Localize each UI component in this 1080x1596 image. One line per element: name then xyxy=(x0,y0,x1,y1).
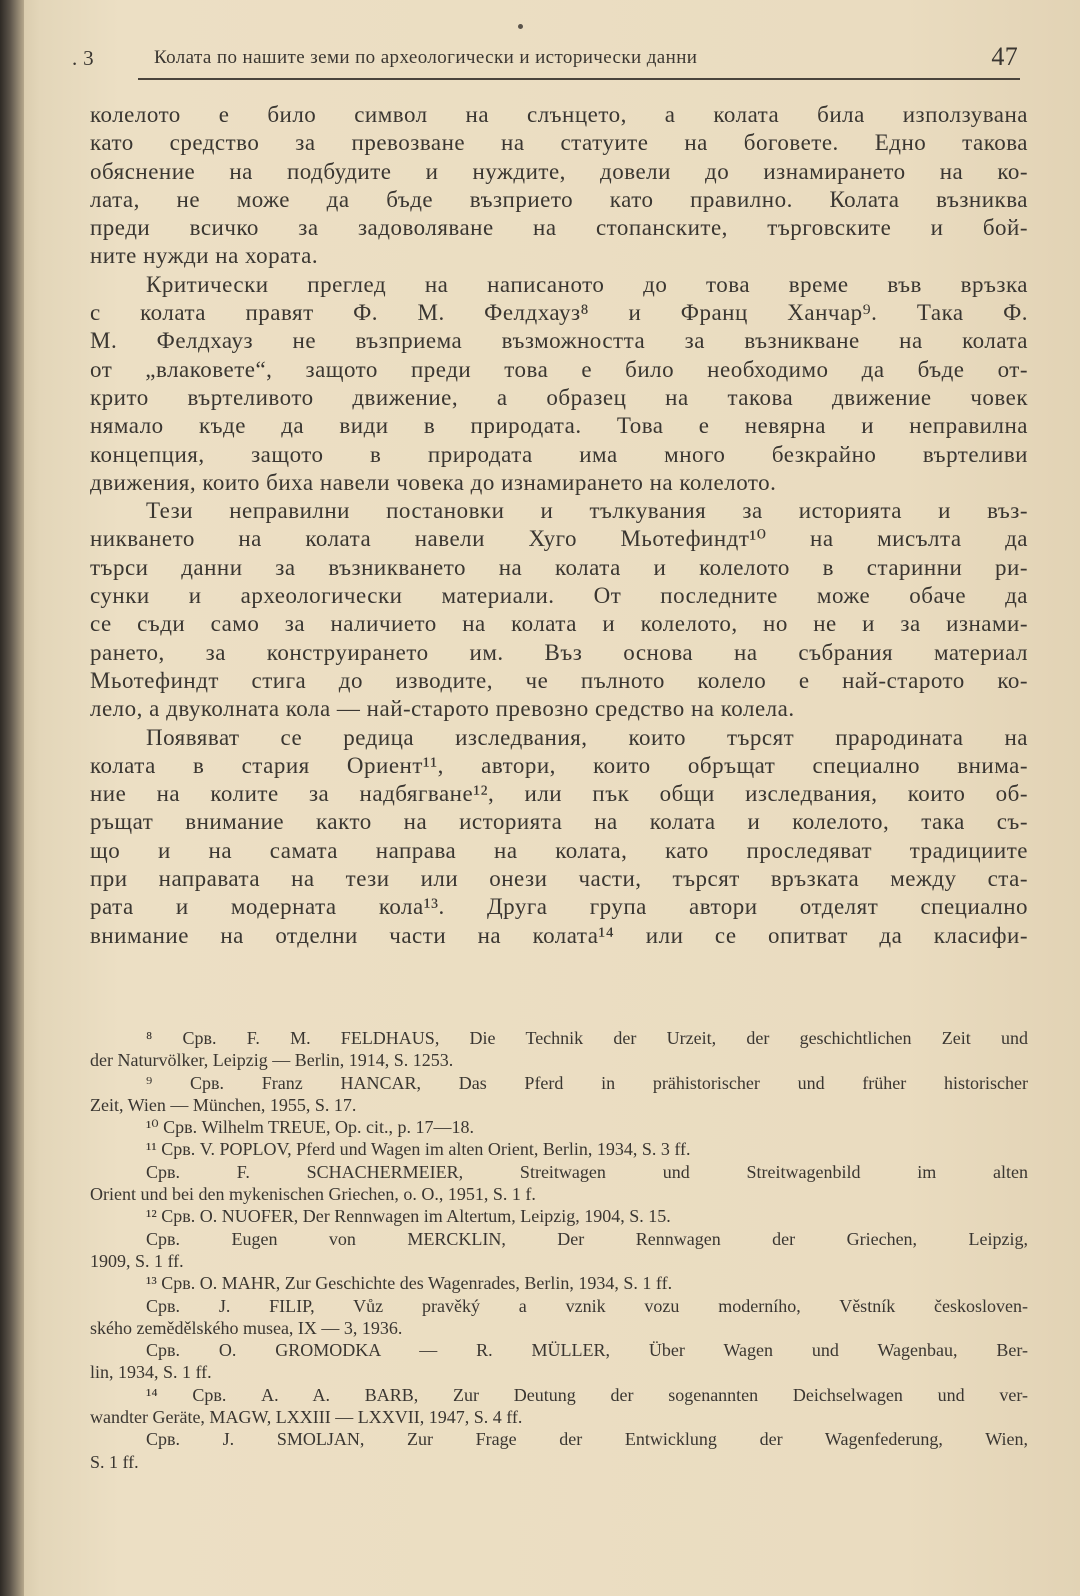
footnote-line: ¹⁰ Срв. Wilhelm TREUE, Op. cit., p. 17—18. xyxy=(146,1117,475,1138)
text-line: концепция, защото в природата има много безкрайно въртеливи xyxy=(90,441,1028,467)
text-line: рата и модерната кола¹³. Друга група автори отделят специално xyxy=(90,894,1028,920)
text-line: обяснение на подбудите и нуждите, довели до изнамирането на ко- xyxy=(90,158,1028,184)
text-line: що и на самата направа на колата, като проследяват традициите xyxy=(90,837,1028,863)
text-line: движения, които биха навели човека до изнамирането на колелото. xyxy=(90,469,777,495)
footnote-line: Срв. F. SCHACHERMEIER, Streitwagen und Streitwagenbild im alten xyxy=(146,1161,1028,1182)
text-line: Критически преглед на написаното до това време във връзка xyxy=(146,271,1028,297)
text-line: Тези неправилни постановки и тълкувания за историята и въз- xyxy=(146,498,1028,524)
footnote-line: ského zemědělského musea, IX — 3, 1936. xyxy=(90,1317,403,1338)
text-line: колата в стария Ориент¹¹, автори, които обръщат специално внима- xyxy=(90,752,1028,778)
footnotes xyxy=(90,1027,1028,1473)
text-line: преди всичко за задоволяване на стопанските, търговските и бой- xyxy=(90,215,1028,241)
footnote-line: ¹¹ Срв. V. POPLOV, Pferd und Wagen im alten Orient, Berlin, 1934, S. 3 ff. xyxy=(146,1139,691,1160)
text-line: лело, а двуколната кола — най-старото превозно средство на колела. xyxy=(90,696,795,722)
text-line: като средство за превозване на статуите на боговете. Едно такова xyxy=(90,130,1028,156)
text-line: ръщат внимание както на историята на колата и колелото, така съ- xyxy=(90,809,1028,835)
text-line: с колата правят Ф. М. Фелдхауз⁸ и Франц Ханчар⁹. Така Ф. xyxy=(90,300,1028,326)
text-line: лата, не може да бъде възприето като правилно. Колата възниква xyxy=(90,186,1028,212)
section-number: . 3 xyxy=(72,46,94,70)
text-line: от „влаковете“, защото преди това е било необходимо да бъде от- xyxy=(90,356,1028,382)
running-header xyxy=(60,40,1020,78)
footnote-line: S. 1 ff. xyxy=(90,1451,139,1472)
text-line: търси данни за възникването на колата и колелото в старинни ри- xyxy=(90,554,1028,580)
footnote-line: ⁹ Срв. Franz HANCAR, Das Pferd in prähistorischer und früher historischer xyxy=(146,1072,1028,1093)
page-binding-shadow xyxy=(0,0,24,1596)
text-line: внимание на отделни части на колата¹⁴ или се опитват да класифи- xyxy=(90,922,1028,948)
footnote-line: Orient und bei den mykenischen Griechen, o. O., 1951, S. 1 f. xyxy=(90,1184,536,1205)
header-rule xyxy=(138,78,1020,80)
text-line: колелото е било символ на слънцето, а колата била използувана xyxy=(90,102,1028,127)
footnote-line: wandter Geräte, MAGW, LXXIII — LXXVII, 1947, S. 4 ff. xyxy=(90,1407,523,1428)
text-line: сунки и археологически материали. От последните може обаче да xyxy=(90,583,1028,609)
text-line: Появяват се редица изследвания, които търсят прародината на xyxy=(146,724,1028,750)
footnote-line: ⁸ Срв. F. M. FELDHAUS, Die Technik der Urzeit, der geschichtlichen Zeit und xyxy=(146,1028,1028,1048)
page-number: 47 xyxy=(991,42,1018,71)
text-line: се съди само за наличието на колата и колелото, но не и за изнами- xyxy=(90,611,1028,637)
footnote-line: Срв. J. SMOLJAN, Zur Frage der Entwicklung der Wagenfederung, Wien, xyxy=(146,1429,1028,1450)
footnote-line: lin, 1934, S. 1 ff. xyxy=(90,1362,212,1383)
text-line: рането, за конструирането им. Въз основа на събрания материал xyxy=(90,639,1028,665)
footnote-line: Срв. J. FILIP, Vůz pravěký a vznik vozu moderního, Věstník českosloven- xyxy=(146,1295,1028,1316)
text-line: нямало къде да види в природата. Това е невярна и неправилна xyxy=(90,413,1028,439)
footnote-line: ¹⁴ Срв. A. A. BARB, Zur Deutung der sogenannten Deichselwagen und ver- xyxy=(146,1384,1028,1405)
footnote-line: ¹² Срв. O. NUOFER, Der Rennwagen im Altertum, Leipzig, 1904, S. 15. xyxy=(146,1206,671,1227)
text-line: Мьотефиндт стига до изводите, че пълното колело е най-старото ко- xyxy=(90,667,1028,693)
footnote-line: Срв. Eugen von MERCKLIN, Der Rennwagen der Griechen, Leipzig, xyxy=(146,1228,1028,1249)
footnote-line: Срв. O. GROMODKA — R. MÜLLER, Über Wagen und Wagenbau, Ber- xyxy=(146,1340,1028,1361)
running-title: Колата по нашите земи по археологически и исторически данни xyxy=(154,47,698,68)
text-line: крито въртеливото движение, а образец на такова движение човек xyxy=(90,384,1028,410)
text-line: ните нужди на хората. xyxy=(90,243,319,269)
print-speck xyxy=(518,24,523,29)
main-text xyxy=(90,101,1028,950)
footnote-line: Zeit, Wien — München, 1955, S. 17. xyxy=(90,1094,357,1115)
footnote-line: ¹³ Срв. O. MAHR, Zur Geschichte des Wagenrades, Berlin, 1934, S. 1 ff. xyxy=(146,1273,673,1294)
footnote-line: der Naturvölker, Leipzig — Berlin, 1914, S. 1253. xyxy=(90,1050,454,1071)
text-line: ние на колите за надбягване¹², или пък общи изследвания, които об- xyxy=(90,781,1028,807)
text-line: при направата на тези или онези части, търсят връзката между ста- xyxy=(90,866,1028,892)
footnote-line: 1909, S. 1 ff. xyxy=(90,1250,184,1271)
text-line: никването на колата навели Хуго Мьотефиндт¹⁰ на мисълта да xyxy=(90,526,1028,552)
text-line: М. Фелдхауз не възприема възможността за възникване на колата xyxy=(90,328,1028,354)
